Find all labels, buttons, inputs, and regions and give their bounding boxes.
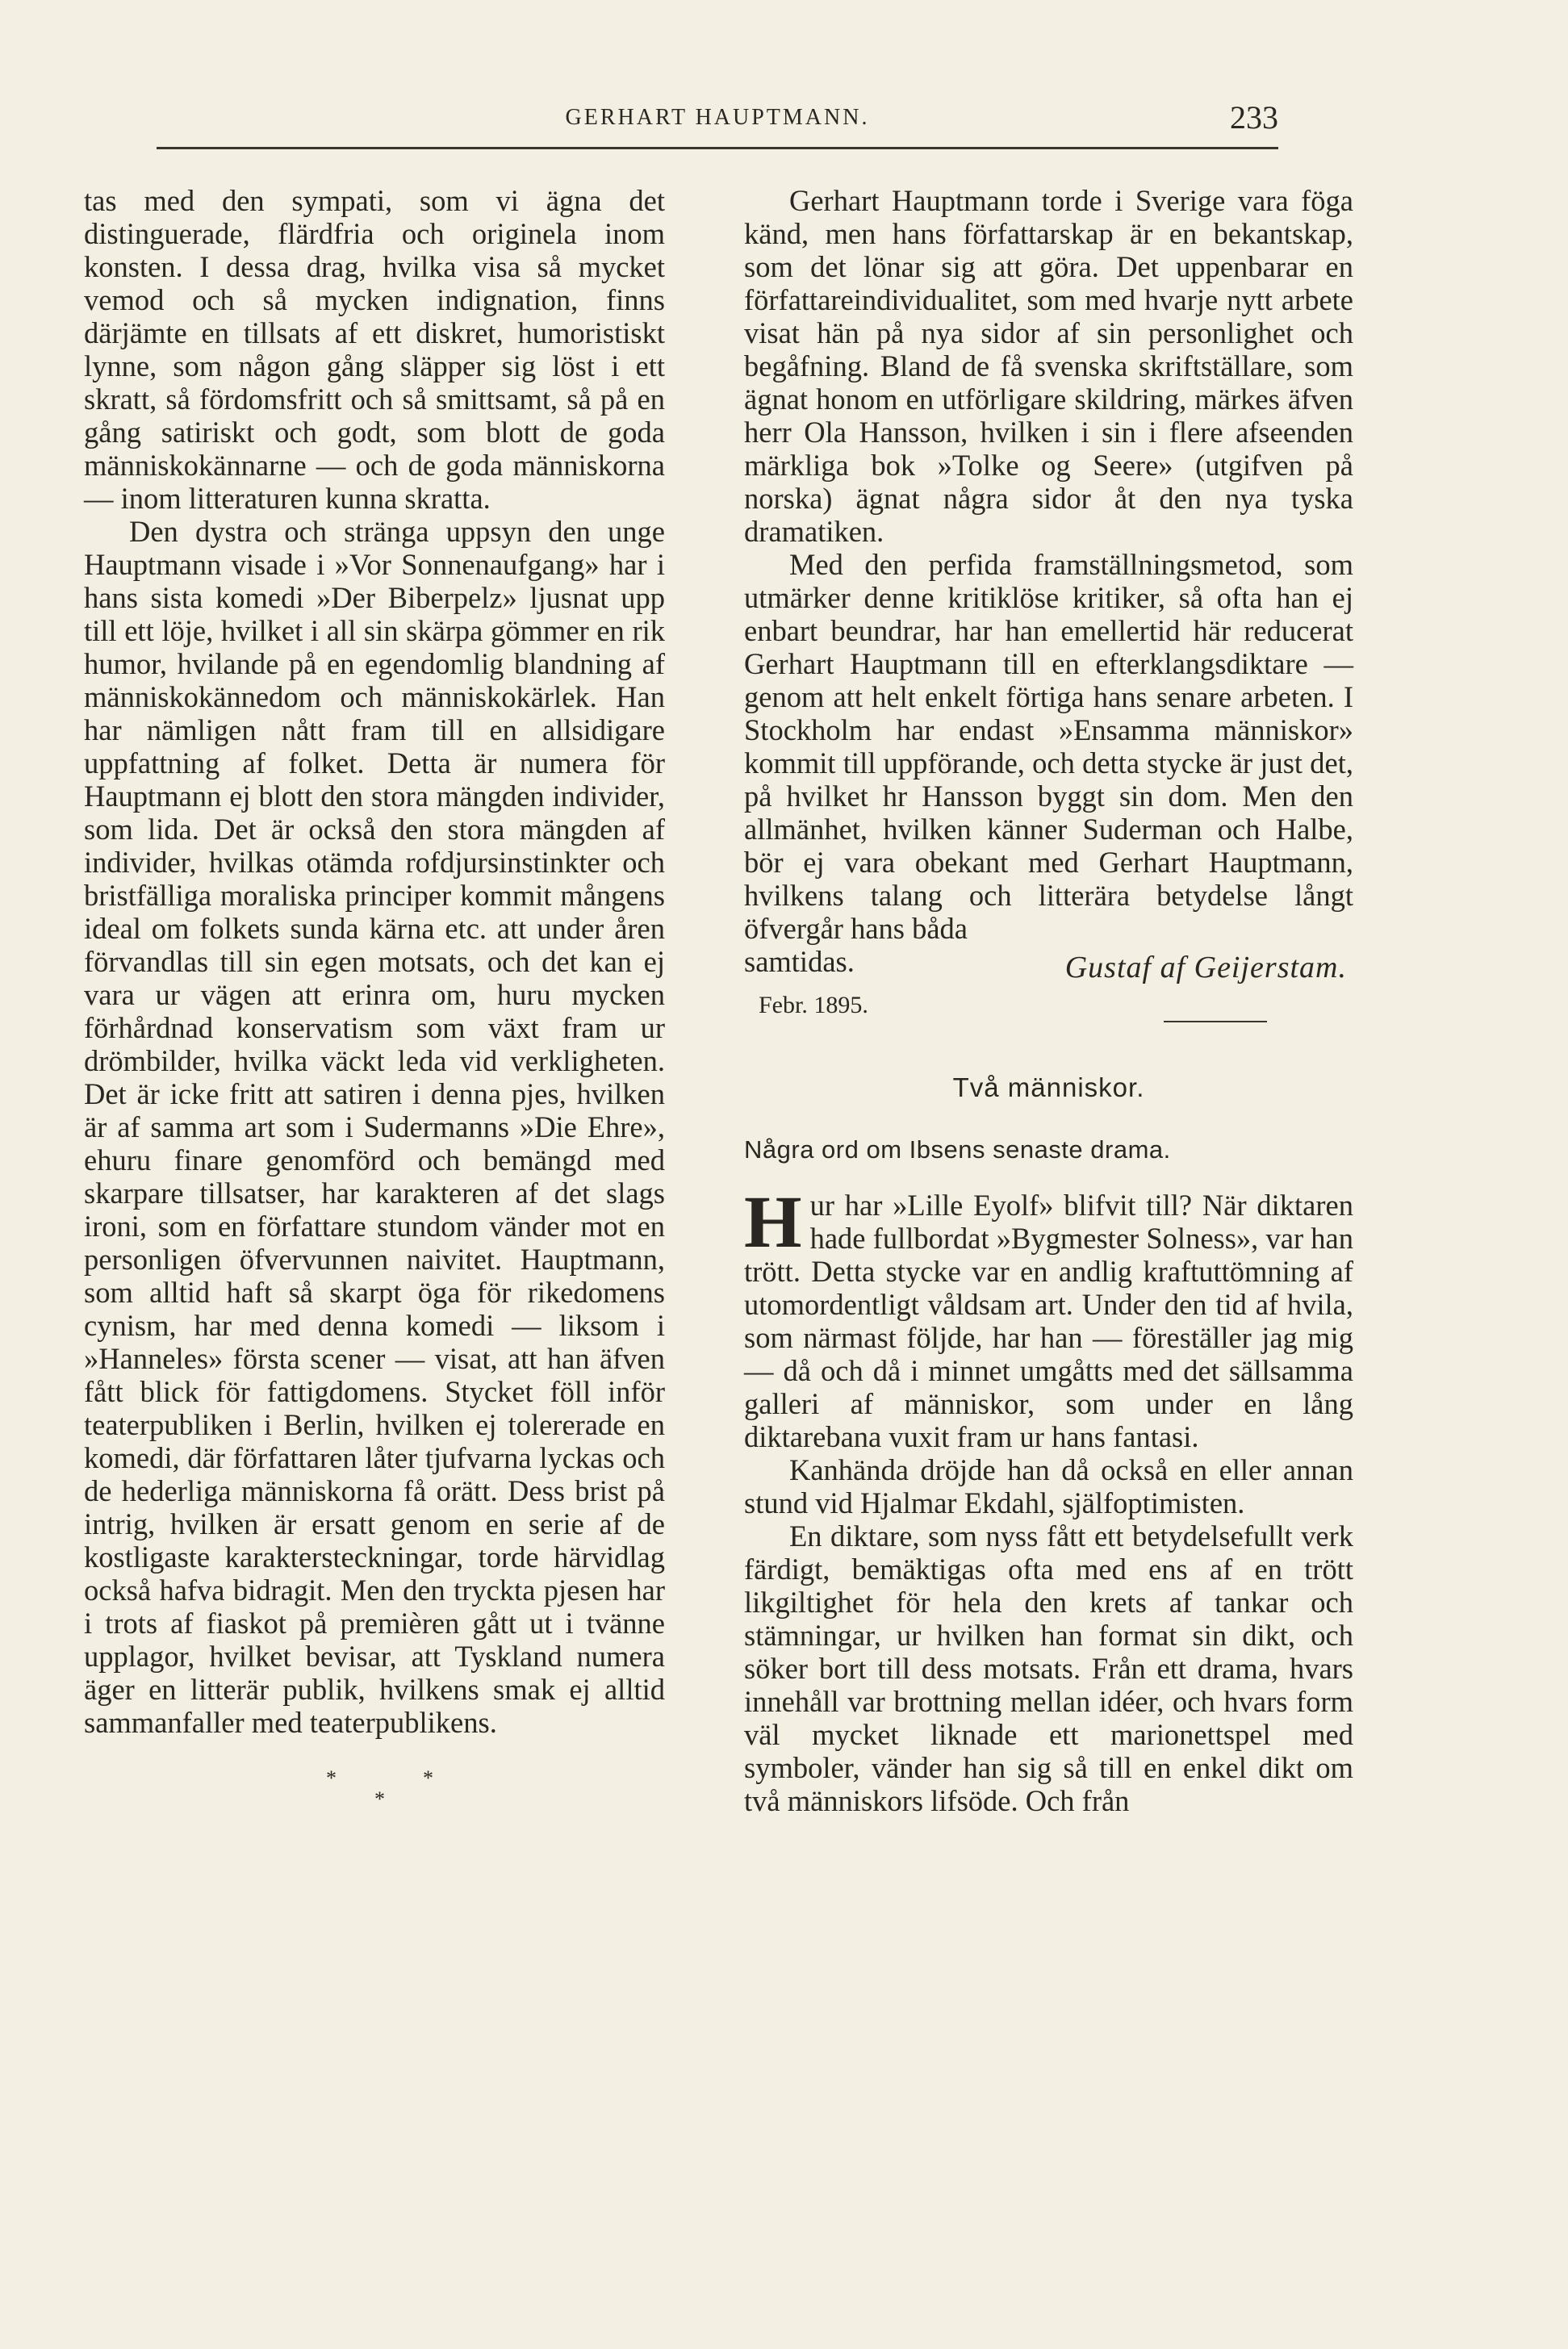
drop-cap: H <box>744 1181 802 1263</box>
right-column <box>744 184 1353 1817</box>
asterisk: * <box>374 1787 385 1811</box>
last-line: samtidas. <box>744 945 855 978</box>
body-paragraph: Gerhart Hauptmann torde i Sverige vara föga känd, men hans författarskap är en bekantskap, som det lönar sig att göra. Det uppenbarar en författareindividualitet, som med hvarje nytt arbete visat hän på nya sidor af sin personlighet och begåfning. Bland de få svenska skriftställare, som ägnat honom en utförligare skildring, märkes äfven herr Ola Hansson, hvilken i sin i flere afseenden märkliga bok »Tolke og Seere» (utgifven på norska) ägnat några sidor åt den nya tyska dramatiken. <box>744 184 1353 548</box>
date: Febr. 1895. <box>759 992 868 1018</box>
page-number: 233 <box>1230 99 1278 136</box>
asterisk: * <box>423 1766 433 1790</box>
divider-rule <box>1164 1021 1267 1022</box>
body-paragraph: Kanhända dröjde han då också en eller annan stund vid Hjalmar Ekdahl, själfoptimisten. <box>744 1453 1353 1519</box>
section-subtitle: Några ord om Ibsens senaste drama. <box>744 1135 1171 1164</box>
running-header <box>157 97 1278 149</box>
body-paragraph: tas med den sympati, som vi ägna det distinguerade, flärdfria och originela inom konsten. I dessa drag, hvilka visa så mycket vemod och så mycken indignation, finns därjämte en tillsats af ett diskret, humoristiskt lynne, som någon gång släpper sig löst i ett skratt, så fördomsfritt och så smittsamt, så på en gång satiriskt och godt, som blott de goda människokännarne — och de goda människorna — inom litteraturen kunna skratta. <box>84 184 665 515</box>
asterisk: * <box>326 1766 337 1790</box>
author-signature: Gustaf af Geijerstam. <box>1064 951 1347 984</box>
body-paragraph: ur har »Lille Eyolf» blifvit till? När diktaren hade fullbordat »Bygmester Solness», var han trött. Detta stycke var en andlig kraftuttömning af utomordentligt våldsam art. Under den tid af hvila, som närmast följde, har han — föreställer jag mig — då och då i minnet umgåtts med det sällsamma galleri af människor, som under en lång diktarebana vuxit fram ur hans fantasi. <box>744 1189 1353 1453</box>
opening-paragraph <box>744 1181 1353 1453</box>
running-title: GERHART HAUPTMANN. <box>565 105 870 130</box>
section-title: Två människor. <box>952 1072 1145 1102</box>
left-column <box>84 184 665 1810</box>
signature-row <box>744 945 1353 989</box>
section-divider-asterisks <box>84 1762 665 1810</box>
body-paragraph: Den dystra och stränga uppsyn den unge Hauptmann visade i »Vor Sonnenaufgang» har i hans sista komedi »Der Biberpelz» ljusnat upp till ett löje, hvilket i all sin skärpa gömmer en rik humor, hvilande på en egendomlig blandning af människokännedom och människokärlek. Han har nämligen nått fram till en allsidigare uppfattning af folket. Detta är numera för Hauptmann ej blott den stora mängden individer, som lida. Det är också den stora mängden af individer, hvilkas otämda rofdjursinstinkter och bristfälliga moraliska principer kommit mångens ideal om folkets sunda kärna etc. att under åren förvandlas till sin egen motsats, och det kan ej vara ur vägen att erinra om, huru mycken förhårdnad konservatism som växt fram ur drömbilder, hvilka väckt leda vid verkligheten. Det är icke fritt att satiren i denna pjes, hvilken är af samma art som i Sudermanns »Die Ehre», ehuru finare genomförd och bemängd med skarpare tillsatser, har karakteren af det slags ironi, som en författare stundom vänder mot en personligen öfvervunnen naivitet. Hauptmann, som alltid haft så skarpt öga för rikedomens cynism, har med denna komedi — liksom i »Hanneles» första scener — visat, att han äfven fått blick för fattigdomens. Stycket föll inför teaterpubliken i Berlin, hvilken ej tolererade en komedi, där författaren låter tjufvarna lyckas och de hederliga människorna få orätt. Dess brist på intrig, hvilken är ersatt genom en serie af de kostligaste karaktersteckningar, torde härvidlag också hafva bidragit. Men den tryckta pjesen har i trots af fiaskot på premièren gått ut i tvänne upplagor, hvilket bevisar, att Tyskland numera äger en litterär publik, hvilkens smak ej alltid sammanfaller med teaterpublikens. <box>84 515 665 1739</box>
body-paragraph: En diktare, som nyss fått ett betydelsefullt verk färdigt, bemäktigas ofta med ens af en trött likgiltighet för hela den krets af tankar och stämningar, ur hvilken han format sin dikt, och söker bort till dess motsats. Från ett drama, hvars innehåll var brottning mellan idéer, och hvars form väl mycket liknade ett marionettspel med symboler, vänder han sig så till en enkel dikt om två människors lifsöde. Och från <box>744 1519 1353 1817</box>
body-paragraph: Med den perfida framställningsmetod, som utmärker denne kritiklöse kritiker, så ofta han ej enbart beundrar, har han emellertid här reducerat Gerhart Hauptmann till en efterklangsdiktare — genom att helt enkelt förtiga hans senare arbeten. I Stockholm har endast »Ensamma människor» kommit till uppförande, och detta stycke är just det, på hvilket hr Hansson byggt sin dom. Men den allmänhet, hvilken känner Suderman och Halbe, bör ej vara obekant med Gerhart Hauptmann, hvilkens talang och litterära betydelse långt öfvergår hans båda <box>744 548 1353 945</box>
